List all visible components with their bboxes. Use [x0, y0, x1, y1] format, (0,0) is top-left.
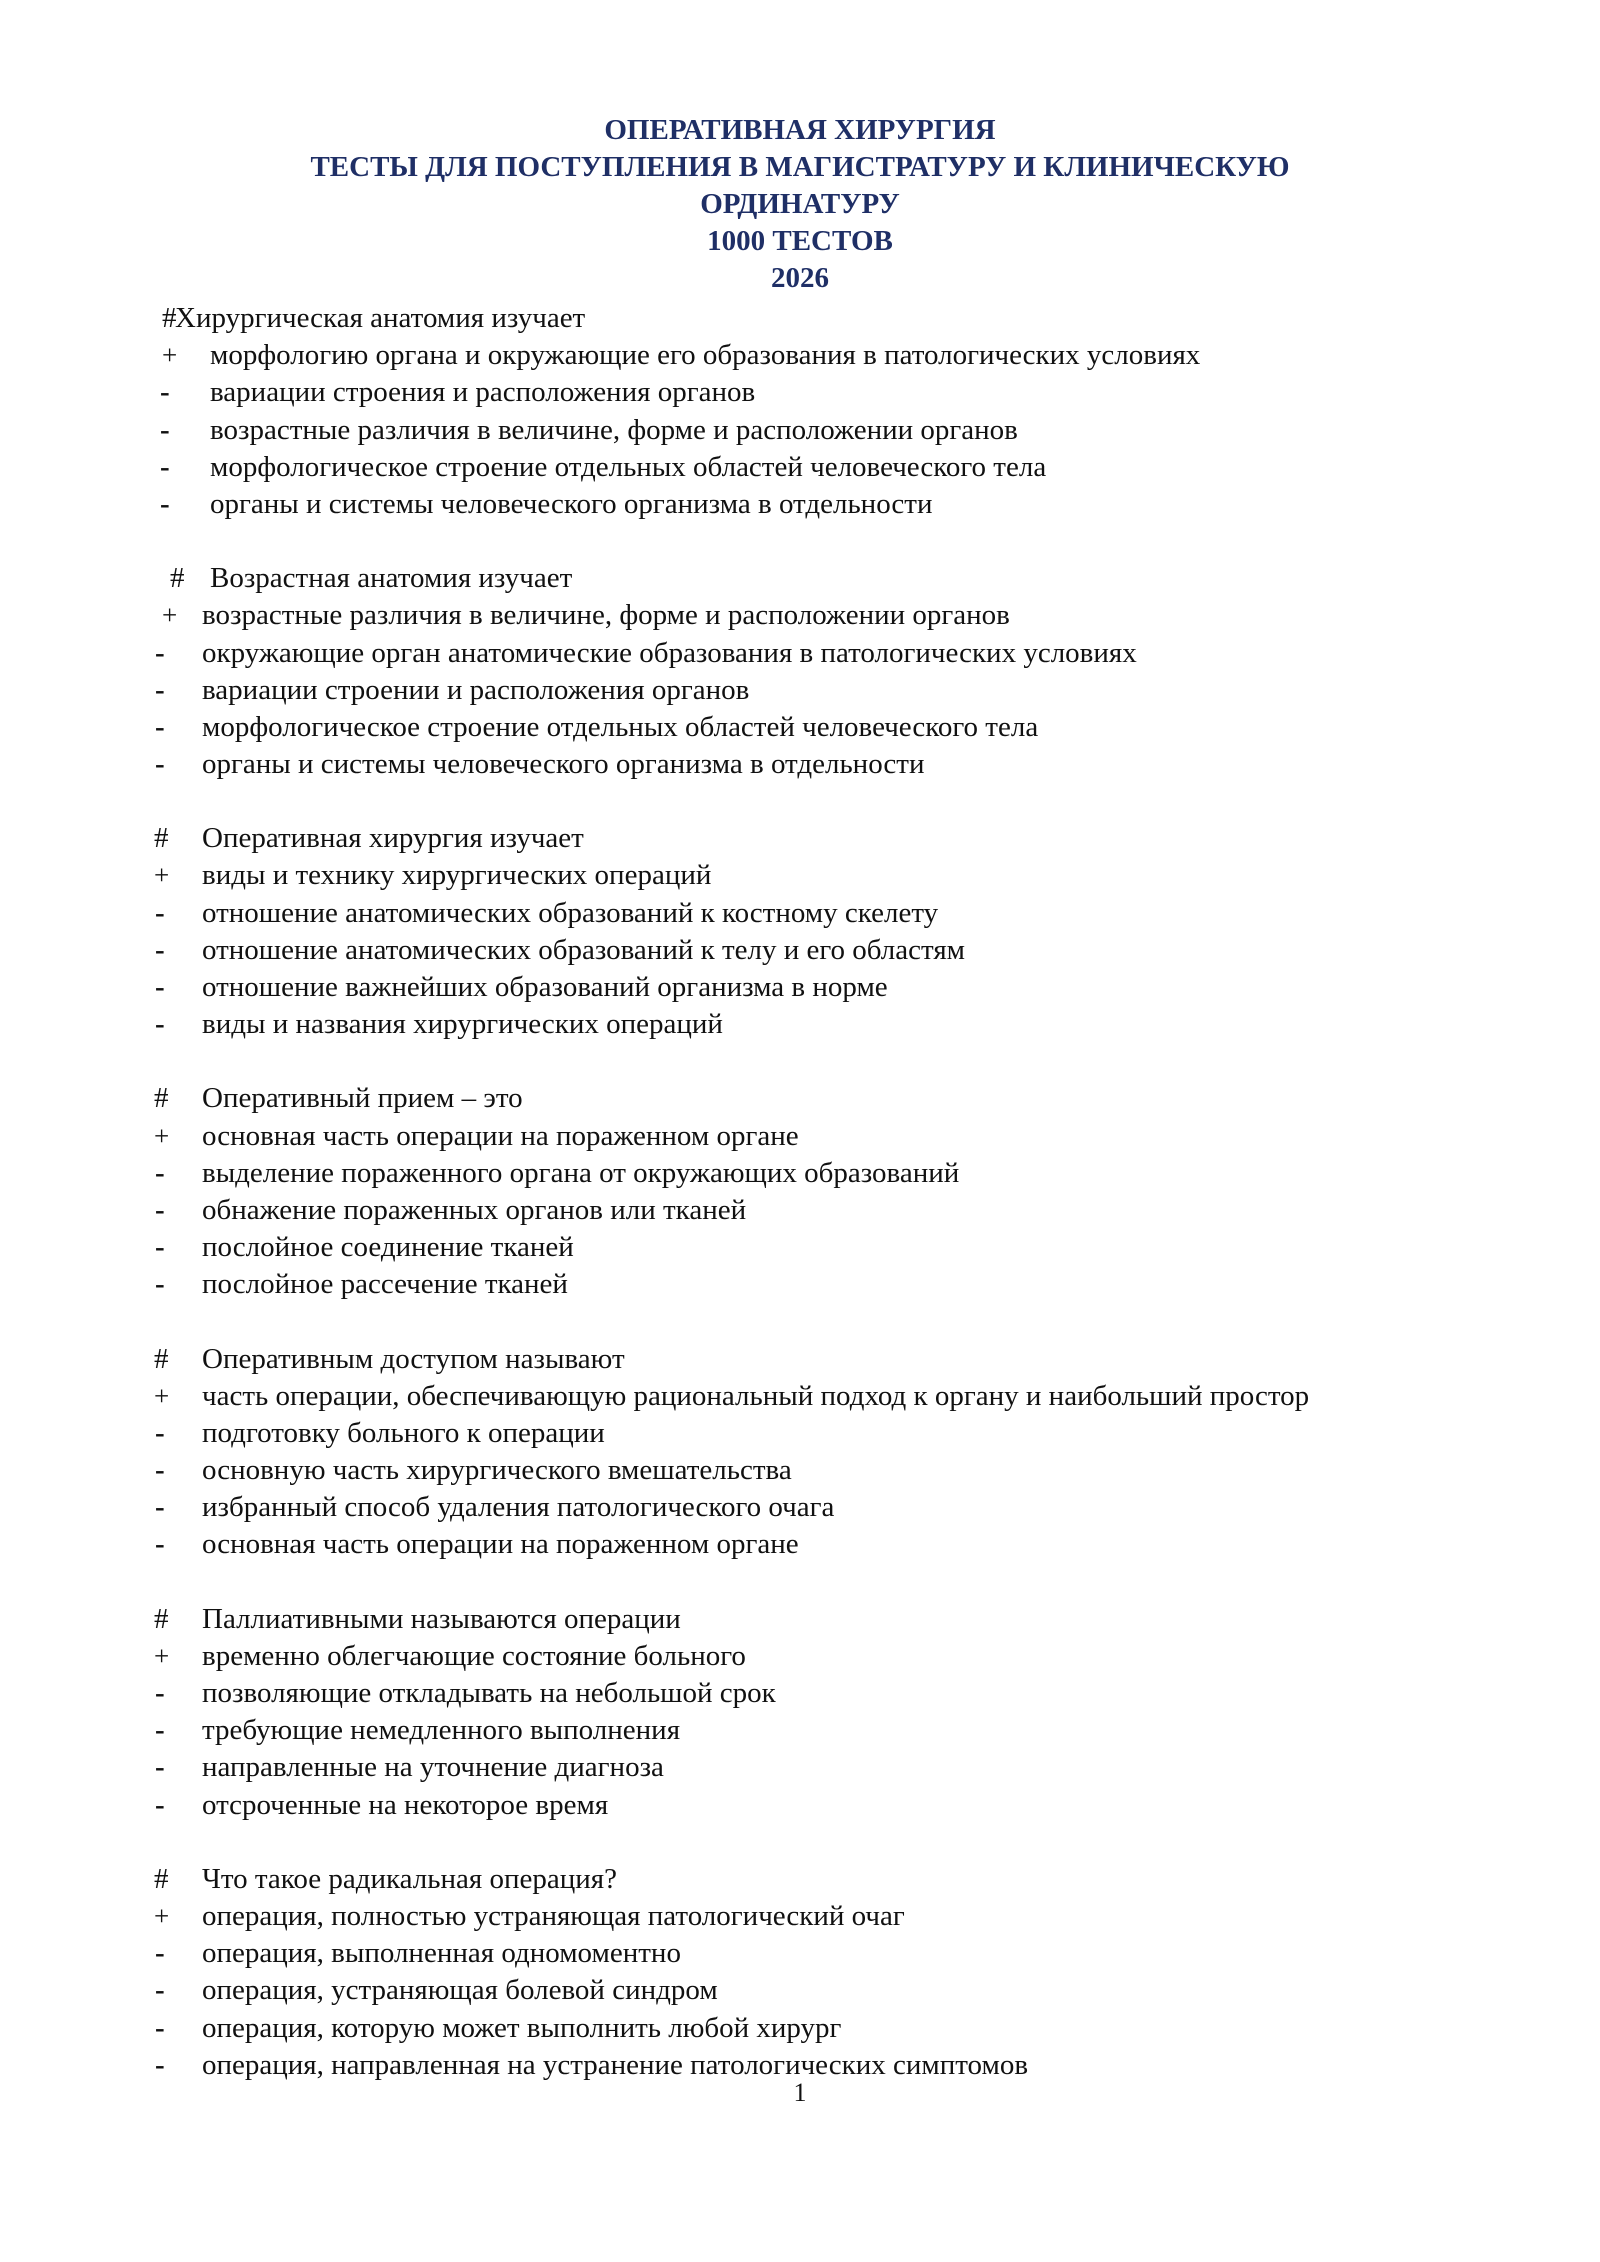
answer-text: послойное рассечение тканей — [202, 1268, 568, 1301]
wrong-answer-marker: - — [155, 1231, 165, 1264]
answer-line — [0, 1229, 1600, 1266]
question-block — [0, 560, 1600, 783]
answer-text: органы и системы человеческого организма в отдельности — [202, 748, 925, 781]
answer-text: основная часть операции на пораженном органе — [202, 1119, 799, 1152]
answer-text: операция, которую может выполнить любой хирург — [202, 2011, 842, 2044]
answer-line — [0, 1712, 1600, 1749]
answer-line — [0, 932, 1600, 969]
page-number: 1 — [793, 2078, 807, 2107]
question-marker: # — [154, 1082, 169, 1115]
wrong-answer-marker: - — [155, 710, 165, 743]
answer-text: вариации строения и расположения органов — [210, 376, 756, 409]
wrong-answer-marker: - — [155, 673, 165, 706]
wrong-answer-marker: - — [155, 1156, 165, 1189]
answer-text: временно облегчающие состояние больного — [202, 1639, 746, 1672]
header-year: 2026 — [771, 262, 829, 294]
question-text: Оперативным доступом называют — [202, 1342, 625, 1375]
answer-line — [0, 1749, 1600, 1786]
answer-text: позволяющие откладывать на небольшой срок — [202, 1677, 776, 1709]
answer-line — [0, 1675, 1600, 1712]
wrong-answer-marker: - — [155, 1788, 165, 1821]
answer-text: отсроченные на некоторое время — [202, 1788, 609, 1821]
answer-line — [0, 1118, 1600, 1155]
answer-text: морфологическое строение отдельных областей человеческого тела — [210, 450, 1047, 483]
answer-text: операция, направленная на устранение патологических симптомов — [202, 2048, 1029, 2081]
wrong-answer-marker: - — [155, 1714, 165, 1747]
answer-line — [0, 337, 1600, 374]
wrong-answer-marker: - — [155, 1528, 165, 1561]
answer-line — [0, 746, 1600, 783]
answer-line — [0, 1192, 1600, 1229]
answer-line — [0, 1378, 1600, 1415]
correct-answer-marker: + — [154, 1640, 170, 1671]
question-text: Хирургическая анатомия изучает — [175, 302, 586, 334]
question-block — [0, 1341, 1600, 1564]
answer-text: морфологическое строение отдельных областей человеческого тела — [202, 710, 1039, 743]
answer-line — [0, 1266, 1600, 1303]
answer-text: операция, устраняющая болевой синдром — [202, 1974, 718, 2007]
answer-line — [0, 597, 1600, 634]
question-marker: # — [154, 1602, 169, 1635]
answer-line — [0, 1155, 1600, 1192]
question-line — [0, 1341, 1600, 1378]
answer-text: отношение анатомических образований к костному скелету — [202, 896, 939, 929]
wrong-answer-marker: - — [155, 1416, 165, 1449]
question-text: Паллиативными называются операции — [202, 1602, 681, 1635]
question-marker: # — [154, 1342, 169, 1375]
question-line — [0, 300, 1600, 337]
answer-line — [0, 486, 1600, 523]
question-text: Оперативный прием – это — [202, 1082, 523, 1115]
answer-text: подготовку больного к операции — [202, 1416, 605, 1449]
question-text: Возрастная анатомия изучает — [210, 562, 573, 595]
answer-line — [0, 374, 1600, 411]
wrong-answer-marker: - — [155, 1193, 165, 1226]
answer-text: операция, полностью устраняющая патологический очаг — [202, 1899, 905, 1932]
question-marker: # — [154, 822, 169, 855]
answer-text: отношение важнейших образований организма в норме — [202, 971, 888, 1003]
header-subtitle: ТЕСТЫ ДЛЯ ПОСТУПЛЕНИЯ В МАГИСТРАТУРУ И КЛИНИЧЕСКУЮ — [310, 151, 1290, 183]
answer-line — [0, 1452, 1600, 1489]
wrong-answer-marker: - — [155, 748, 165, 781]
question-block — [0, 1601, 1600, 1824]
answer-line — [0, 857, 1600, 894]
question-line — [0, 1080, 1600, 1117]
wrong-answer-marker: - — [155, 1677, 165, 1709]
answer-text: требующие немедленного выполнения — [202, 1714, 681, 1747]
wrong-answer-marker: - — [160, 376, 170, 409]
wrong-answer-marker: - — [155, 896, 165, 929]
answer-text: отношение анатомических образований к телу и его областям — [202, 933, 966, 966]
answer-text: органы и системы человеческого организма в отдельности — [210, 487, 933, 520]
answer-line — [0, 1415, 1600, 1452]
correct-answer-marker: + — [154, 1380, 170, 1411]
answer-text: виды и названия хирургических операций — [202, 1008, 723, 1041]
answer-line — [0, 635, 1600, 672]
answer-line — [0, 895, 1600, 932]
question-line — [0, 560, 1600, 597]
question-block — [0, 1861, 1600, 2084]
answer-text: окружающие орган анатомические образования в патологических условиях — [202, 636, 1137, 669]
answer-text: морфологию органа и окружающие его образования в патологических условиях — [210, 339, 1201, 372]
correct-answer-marker: + — [154, 860, 170, 891]
question-text: Оперативная хирургия изучает — [202, 822, 584, 855]
wrong-answer-marker: - — [160, 487, 170, 520]
answer-line — [0, 1898, 1600, 1935]
answer-line — [0, 1972, 1600, 2009]
answer-text: обнажение пораженных органов или тканей — [202, 1193, 747, 1226]
wrong-answer-marker: - — [155, 933, 165, 966]
answer-line — [0, 709, 1600, 746]
wrong-answer-marker: - — [155, 1454, 165, 1487]
answer-text: выделение пораженного органа от окружающих образований — [202, 1156, 960, 1189]
wrong-answer-marker: - — [155, 2048, 165, 2081]
answer-text: часть операции, обеспечивающую рациональный подход к органу и наибольший простор — [202, 1379, 1310, 1412]
question-line — [0, 1601, 1600, 1638]
questions-list — [0, 300, 1600, 2121]
answer-text: основная часть операции на пораженном органе — [202, 1528, 799, 1561]
wrong-answer-marker: - — [160, 413, 170, 446]
wrong-answer-marker: - — [155, 1491, 165, 1524]
answer-text: виды и технику хирургических операций — [202, 859, 712, 892]
answer-line — [0, 1935, 1600, 1972]
document-header — [0, 112, 1600, 297]
answer-text: избранный способ удаления патологического очага — [202, 1491, 835, 1524]
wrong-answer-marker: - — [155, 971, 165, 1003]
question-marker: # — [154, 1862, 169, 1895]
answer-line — [0, 1787, 1600, 1824]
question-block — [0, 1080, 1600, 1303]
answer-line — [0, 1006, 1600, 1043]
header-title: ОПЕРАТИВНАЯ ХИРУРГИЯ — [604, 114, 996, 146]
answer-text: послойное соединение тканей — [202, 1231, 574, 1264]
header-test-count: 1000 ТЕСТОВ — [707, 225, 893, 257]
correct-answer-marker: + — [154, 1120, 170, 1151]
wrong-answer-marker: - — [155, 1974, 165, 2007]
answer-line — [0, 449, 1600, 486]
answer-text: возрастные различия в величине, форме и расположении органов — [210, 413, 1018, 446]
correct-answer-marker: + — [162, 340, 178, 371]
answer-text: направленные на уточнение диагноза — [202, 1751, 664, 1784]
question-marker: # — [162, 302, 177, 334]
answer-line — [0, 2010, 1600, 2047]
answer-line — [0, 969, 1600, 1006]
answer-line — [0, 672, 1600, 709]
question-block — [0, 300, 1600, 523]
answer-line — [0, 1638, 1600, 1675]
wrong-answer-marker: - — [155, 1008, 165, 1041]
question-block — [0, 820, 1600, 1043]
answer-text: вариации строении и расположения органов — [202, 673, 750, 706]
correct-answer-marker: + — [162, 600, 178, 631]
answer-text: возрастные различия в величине, форме и расположении органов — [202, 599, 1010, 632]
header-subtitle-continuation: ОРДИНАТУРУ — [700, 188, 900, 220]
wrong-answer-marker: - — [160, 450, 170, 483]
correct-answer-marker: + — [154, 1900, 170, 1931]
wrong-answer-marker: - — [155, 636, 165, 669]
answer-line — [0, 1489, 1600, 1526]
answer-line — [0, 412, 1600, 449]
answer-text: операция, выполненная одномоментно — [202, 1937, 681, 1970]
question-text: Что такое радикальная операция? — [202, 1862, 617, 1895]
answer-line — [0, 1526, 1600, 1563]
wrong-answer-marker: - — [155, 2011, 165, 2044]
answer-text: основную часть хирургического вмешательства — [202, 1454, 792, 1487]
question-line — [0, 820, 1600, 857]
wrong-answer-marker: - — [155, 1268, 165, 1301]
question-marker: # — [170, 562, 185, 595]
question-line — [0, 1861, 1600, 1898]
wrong-answer-marker: - — [155, 1937, 165, 1970]
wrong-answer-marker: - — [155, 1751, 165, 1784]
